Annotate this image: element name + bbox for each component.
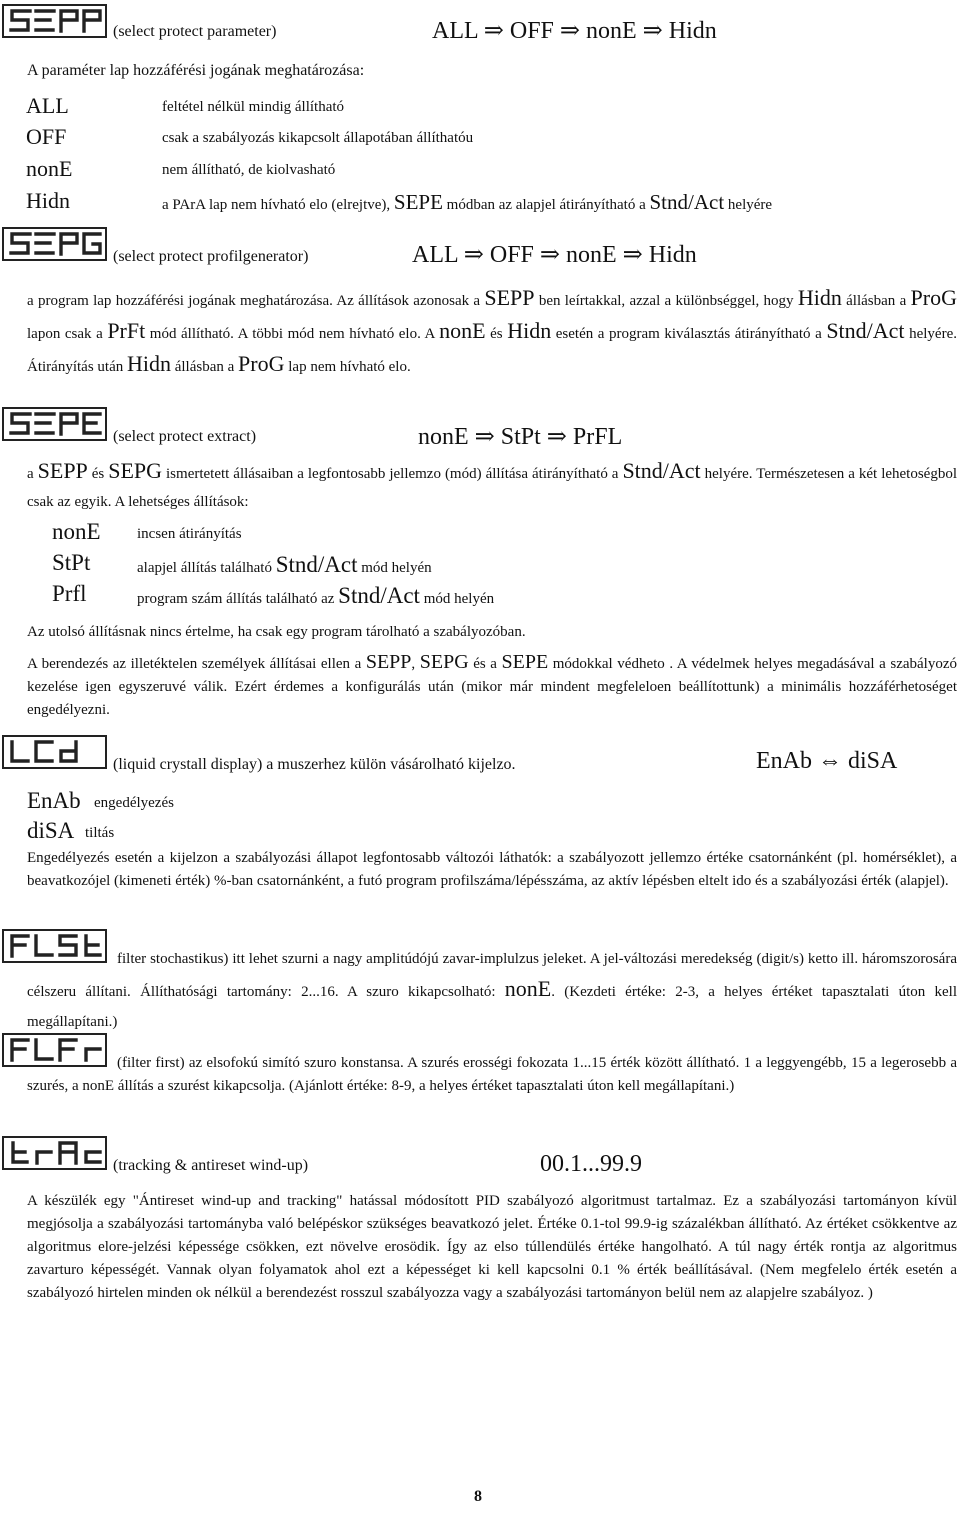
sepe-value-chain: nonE ⇒ StPt ⇒ PrFL: [418, 424, 623, 450]
option-key: StPt: [52, 550, 91, 575]
protection-paragraph: A berendezés az illetéktelen személyek állításai ellen a SEPP, SEPG és a SEPE módokkal védheto . A védelmek helyes megadásával a szabályozó kezelése igen egyszeruvé válik. Ezért érdemes a konfigurálás után (mikor már mindent megfeleloen beállítottunk) a minimális hozzáférhetoséget engedélyezni.: [27, 651, 958, 718]
option-key: diSA: [27, 818, 75, 843]
sepp-description: (select protect parameter): [113, 23, 277, 40]
option-text: program szám állítás található az Stnd/Act mód helyén: [137, 583, 495, 608]
sepe-note: Az utolsó állításnak nincs értelme, ha csak egy program tárolható a szabályozóban.: [27, 624, 526, 640]
option-text: alapjel állítás található Stnd/Act mód helyén: [137, 552, 432, 577]
lcd-icon-trac: [2, 1136, 107, 1170]
option-text: a PArA lap nem hívható elo (elrejtve), SEPE módban az alapjel átirányítható a Stnd/Act helyére: [162, 190, 773, 214]
sepp-intro: A paraméter lap hozzáférési jogának meghatározása:: [27, 62, 365, 79]
option-text: nem állítható, de kiolvasható: [162, 162, 336, 178]
flst-paragraph: filter stochastikus) itt lehet szurni a nagy amplitúdójú zavar-implulzus jeleket. A jel-változási meredekség (digit/s) ketto ill. háromszorosára célszeru állítani. Állíthatósági tartomány: 2...16. A szuro kikapcsolható: nonE. (Kezdeti értéke: 2-3, a helyes értéket tapasztalati úton kell megállapítani.): [27, 951, 957, 1030]
option-key: ALL: [26, 93, 69, 118]
lcd-icon-sepg: [2, 227, 107, 261]
lcd-icon-sepe: [2, 407, 107, 441]
sepg-value-chain: ALL ⇒ OFF ⇒ nonE ⇒ Hidn: [412, 242, 697, 268]
option-text: tiltás: [85, 825, 115, 841]
option-text: incsen átirányítás: [137, 526, 242, 542]
trac-description: (tracking & antireset wind-up): [113, 1157, 309, 1174]
sepg-paragraph: a program lap hozzáférési jogának meghatározása. Az állítások azonosak a SEPP ben leírtakkal, azzal a különbséggel, hogy Hidn állásban a ProG lapon csak a PrFt mód állítható. A többi mód nem hívható elo. A nonE és Hidn esetén a program kiválasztás átirányítható a Stnd/Act helyére. Átirányítás után Hidn állásban a ProG lap nem hívható elo.: [27, 285, 957, 376]
option-key: nonE: [26, 156, 73, 181]
option-text: engedélyezés: [94, 795, 174, 811]
option-key: nonE: [52, 519, 101, 544]
page-number: 8: [474, 1488, 482, 1505]
flfr-paragraph: (filter first) az elsofokú simító szuro konstansa. A szurés erosségi fokozata 1...15 érték között állítható. 1 a leggyengébb, 15 a legerosebb a szurés, a nonE állítás a szurést kikapcsolja. (Ajánlott értéke: 8-9, a helyes értéket tapasztalati úton kell megállapítani.): [27, 1055, 957, 1094]
option-key: Hidn: [26, 188, 70, 213]
option-key: OFF: [26, 124, 67, 149]
sepe-description: (select protect extract): [113, 428, 257, 445]
sepe-paragraph: a SEPP és SEPG ismertetett állásaiban a legfontosabb jellemzo (mód) állítása átirányítható a Stnd/Act helyére. Természetesen a két lehetoségbol csak az egyik. A lehetséges állítások:: [27, 458, 958, 510]
trac-range: 00.1...99.9: [540, 1151, 642, 1177]
sepg-description: (select protect profilgenerator): [113, 248, 309, 265]
option-key: EnAb: [27, 788, 81, 813]
lcd-icon-lcd: [2, 735, 107, 769]
option-text: csak a szabályozás kikapcsolt állapotában állíthatóu: [162, 130, 474, 146]
lcd-paragraph: Engedélyezés esetén a kijelzon a szabályozási állapot legfontosabb változói láthatók: a szabályozott jellemzo értéke csatornánként (pl. homérséklet), a beavatkozójel (kimeneti érték) %-ban csatornánként, a futó program profilszáma/lépésszáma, az aktív lépésben eltelt ido és a szabályozási érték (alapjel).: [27, 850, 957, 889]
lcd-description: (liquid crystall display) a muszerhez külön vásárolható kijelzo.: [113, 756, 516, 773]
lcd-icon-sepp: [2, 4, 107, 38]
option-key: Prfl: [52, 581, 87, 606]
lcd-value-chain: EnAb ⇔ diSA: [756, 748, 898, 774]
option-text: feltétel nélkül mindig állítható: [162, 99, 345, 115]
trac-paragraph: A készülék egy "Ántireset wind-up and tracking" hatással módosított PID szabályozó algoritmust tartalmaz. Ez a szabályozási tartományon kívül megjósolja a szabályozási tartományba való belépéskor szükséges beavatkozó jelet. Értéke 0.1-tol 99.9-ig százalékban állítható. Az értéket csökkentve az algoritmus elore-jelzési képessége csökken, ezt növelve erosödik. Így az elso túllendülés értéke hangolható. A túl nagy érték rontja az algoritmus zavarturo képességét. Vannak olyan folyamatok ahol ezt a képességet ki kell kapcsolni 0.1 % érték beállításával. (Nem megfelelo érték esetén a szabályozó hirtelen minden ok nélkül a berendezést rosszul szabályozza vagy a szabályozási tartományon belül nem az alapjelre szabályoz. ): [27, 1193, 957, 1301]
sepp-value-chain: ALL ⇒ OFF ⇒ nonE ⇒ Hidn: [432, 18, 717, 44]
